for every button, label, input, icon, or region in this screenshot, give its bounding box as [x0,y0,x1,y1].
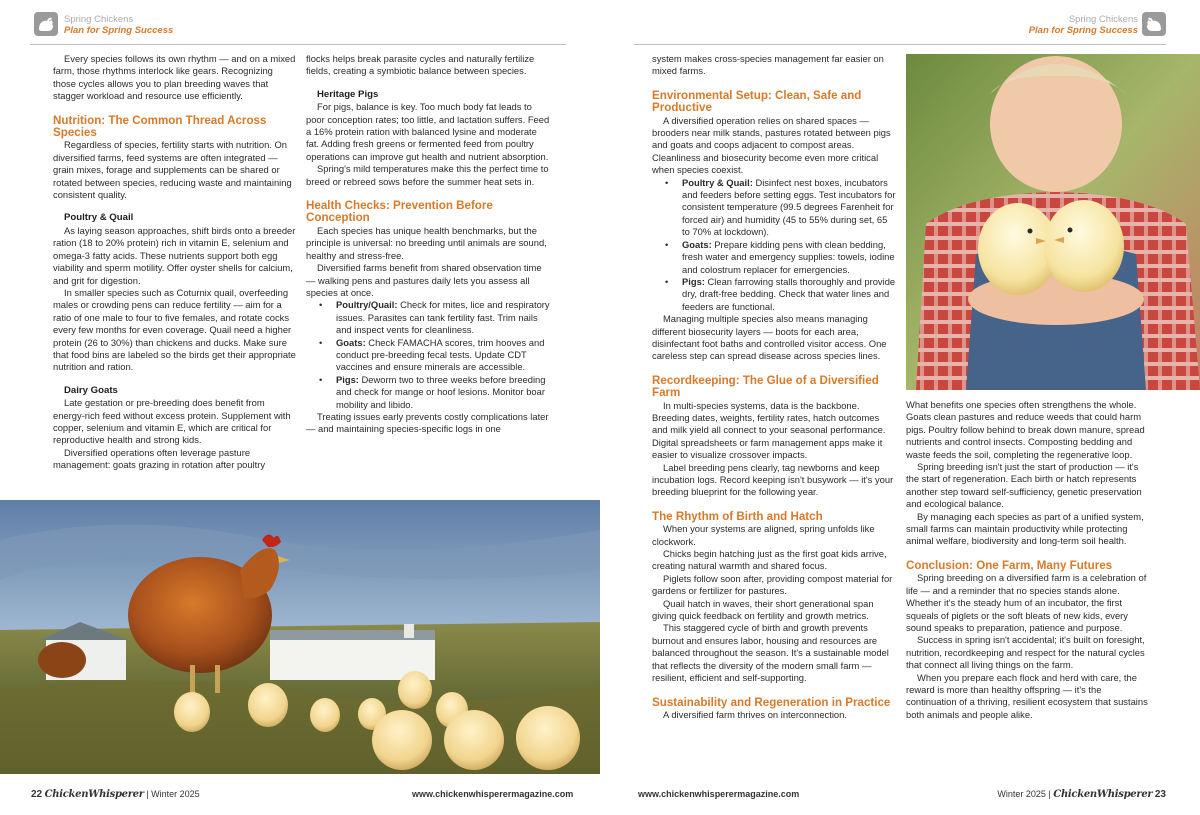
paragraph: Spring's mild temperatures make this the perfect time to breed or rebreed sows before the summer heat sets in. [306,163,549,187]
bullet-label: Poultry/Quail: [336,299,398,311]
section-tagline: Plan for Spring Success [64,25,174,36]
list-item [652,239,896,276]
hen-logo-icon [34,12,58,36]
section-name: Spring Chickens [64,14,134,25]
section-heading: Conclusion: One Farm, Many Futures [906,558,1113,572]
header-rule-left [30,44,566,45]
article-column-3 [652,53,896,721]
bullet-list [652,177,896,313]
section-heading: Sustainability and Regeneration in Practice [652,695,891,709]
paragraph: Each species has unique health benchmarks, but the principle is universal: no breeding until animals are sound, healthy and stress-free. [306,224,547,261]
paragraph: What benefits one species often strengthens the whole. Goats clean pastures and reduce weeds that could harm pigs. Poultry follow behind to break down manure, spread nutrients and control insects. Composting bedding and waste feeds the soil, completing the regenerative loop. [906,399,1145,460]
section-heading: The Rhythm of Birth and Hatch [652,509,823,523]
article-column-4 [906,399,1150,721]
paragraph: In multi-species systems, data is the backbone. Breeding dates, weights, fertility rates, hatch outcomes and milk yield all connect to your seasonal performance. Digital spreadsheets or farm management apps make it easier to visualize crossover impacts. [652,399,886,461]
paragraph: Managing multiple species also means managing different biosecurity layers — boots for each area, disinfectant foot baths and controlled visitor access. One careless step can spread disease across species lines. [652,313,887,362]
section-heading: Environmental Setup: Clean, Safe and Productive [652,88,862,115]
bullet-label: Pigs: [336,373,359,385]
paragraph: Piglets follow soon after, providing compost material for gardens or fertilizer for pastures. [652,572,893,597]
paragraph: By managing each species as part of a unified system, small farms can maintain productivity while protecting animal welfare, biodiversity and long-term soil health. [906,510,1144,547]
bullet-label: Goats: [682,238,712,250]
magazine-name: ChickenWhisperer [1053,789,1153,800]
page-number: 23 [1154,789,1166,800]
website-link[interactable]: www.chickenwhisperermagazine.com [638,789,800,799]
hen-and-chicks-photo [0,500,600,774]
paragraph: As laying season approaches, shift birds onto a breeder ration (18 to 20% protein) rich in vitamin E, selenium and omega-3 fatty acids. These nutrients support both egg viability and sperm motility. Offer oyster shells for calcium, and grit for digestion. [53,224,296,286]
paragraph: This staggered cycle of birth and growth prevents burnout and ensures labor, housing and resources are balanced throughout the season. It's a sustainable model that reflects the diversity of the modern small farm — resilient, efficient and self-supporting. [652,622,889,684]
page-number: 22 [31,789,43,800]
paragraph: Diversified operations often leverage pasture management: goats grazing in rotation after poultry [53,446,266,471]
bullet-text: Deworm two to three weeks before breeding and check for mange or hoof lesions. Monitor boar mobility and libido. [336,373,546,410]
paragraph: system makes cross-species management far easier on mixed farms. [652,53,884,77]
paragraph: flocks helps break parasite cycles and naturally fertilize fields, creating a symbiotic balance between species. [306,53,535,77]
paragraph: Spring breeding on a diversified farm is a celebration of life — and a reminder that no species stands alone. Whether it's the steady hum of an incubator, the first squeals of piglets or the soft bleats of new kids, every sound speaks to preparation, patience and purpose. [906,572,1147,633]
paragraph: Success in spring isn't accidental; it's built on foresight, nutrition, recordkeeping and respect for the natural cycles that connect all living things on the farm. [906,634,1145,671]
subheading: Dairy Goats [64,384,118,396]
child-holding-chicks-photo [906,54,1200,390]
section-heading: Health Checks: Prevention Before Conception [306,199,493,225]
folio-left [31,789,200,800]
paragraph: Spring breeding isn't just the start of production — it's the start of regeneration. Each birth or hatch represents another step toward self-sufficiency, genetic preservation and ecological balance. [906,461,1142,510]
issue-date: Winter 2025 [997,789,1046,799]
issue-date: Winter 2025 [151,789,200,799]
bullet-label: Pigs: [682,275,705,287]
list-item [306,374,552,411]
paragraph: Quail hatch in waves, their short generational span giving quick feedback on fertility and growth metrics. [652,597,874,622]
list-item [652,177,896,239]
bullet-text: Clean farrowing stalls thoroughly and provide dry, draft-free bedding. Check that water lines and feeders are functional. [682,275,896,312]
paragraph: In smaller species such as Coturnix quail, overfeeding males or crowding pens can reduce fertility — aim for a ratio of one male to four to five females, and rotate cocks every few months for even coverage. Quail need a higher protein (26 to 30%) than chickens and ducks. Make sure that food bins are labeled so the birds get their appropriate nutrition and ration. [53,286,296,373]
subheading: Poultry & Quail [64,212,134,224]
bullet-text: Check for mites, lice and respiratory issues. Parasites can tank fertility fast. Trim nails and inspect vents for cleanliness. [336,299,550,336]
paragraph: A diversified operation relies on shared spaces — brooders near milk stands, pastures rotated between pigs and goats and coops adjacent to compost areas. Cleanliness and biosecurity become even more critical when species coexist. [652,114,891,176]
folio-right [997,789,1166,800]
bullet-text: Check FAMACHA scores, trim hooves and conduct pre-breeding fecal tests. Update CDT vaccines and ensure minerals are accessible. [336,336,545,373]
bullet-label: Goats: [336,336,366,348]
article-column-1 [53,53,297,472]
list-item [306,337,552,374]
website-link[interactable]: www.chickenwhisperermagazine.com [412,789,574,799]
paragraph: When your systems are aligned, spring unfolds like clockwork. [652,523,875,547]
paragraph: Every species follows its own rhythm — and on a mixed farm, those rhythms interlock like gears. Recognizing those cycles allows you to plan breeding waves that stagger workload and resource use efficiently. [53,53,296,102]
paragraph: Label breeding pens clearly, tag newborns and keep incubation logs. Record keeping isn't busywork — it's your breeding blueprint for the following year. [652,461,894,498]
hen-logo-icon [1142,12,1166,36]
paragraph: Regardless of species, fertility starts with nutrition. On diversified farms, feed systems are often integrated — grain mixes, forage and supplements can be shared or rotated between species, reducing waste and maintaining consistent quality. [53,139,292,201]
running-header-left [64,14,173,36]
header-rule-right [634,44,1166,45]
bullet-text: Prepare kidding pens with clean bedding, fresh water and emergency supplies: towels, iodine and colostrum replacer for emergencies. [682,238,895,275]
section-tagline: Plan for Spring Success [1028,25,1138,36]
magazine-name: ChickenWhisperer [44,789,144,800]
list-item [306,299,552,336]
section-heading: Nutrition: The Common Thread Across Species [53,113,267,140]
bullet-text: Disinfect nest boxes, incubators and feeders before setting eggs. Test incubators for consistent temperature (99.5 degrees Farenheit for forced air) and humidity (45 to 55% during set, 65 to 70% at lockdown). [682,176,896,238]
bullet-list [306,299,552,411]
paragraph: Diversified farms benefit from shared observation time — walking pens and pastures daily lets you assess all species at once. [306,262,542,298]
footer-separator: | [1048,789,1051,799]
bullet-label: Poultry & Quail: [682,176,753,188]
section-heading: Recordkeeping: The Glue of a Diversified Farm [652,373,879,400]
folio-url-left [412,789,573,800]
paragraph: When you prepare each flock and herd with care, the reward is more than healthy offspring — it's the continuation of a thriving, resilient ecosystem that sustains both animals and people alike. [906,671,1148,720]
paragraph: For pigs, balance is key. Too much body fat leads to poor conception rates; too little, and lactation suffers. Feed a 16% protein ration with balanced lysine and moderate fat. Adding fresh greens or fermented feed from poultry operations can improve gut health and nutrient absorption. [306,101,550,162]
list-item [652,276,896,313]
paragraph: A diversified farm thrives on interconnection. [663,708,847,720]
subheading: Heritage Pigs [317,88,379,100]
paragraph: Chicks begin hatching just as the first goat kids arrive, creating natural warmth and shared focus. [652,548,887,572]
section-name: Spring Chickens [1068,14,1138,25]
running-header-right [1029,14,1138,36]
paragraph: Late gestation or pre-breeding does benefit from energy-rich feed without excess protein. Supplement with copper, selenium and vitamin E, which are critical for reproductive health and strong kids. [53,397,291,446]
footer-separator: | [146,789,149,799]
paragraph: Treating issues early prevents costly complications later — and maintaining species-specific logs in one [306,410,549,435]
article-column-2 [306,53,552,436]
folio-url-right [638,789,799,800]
